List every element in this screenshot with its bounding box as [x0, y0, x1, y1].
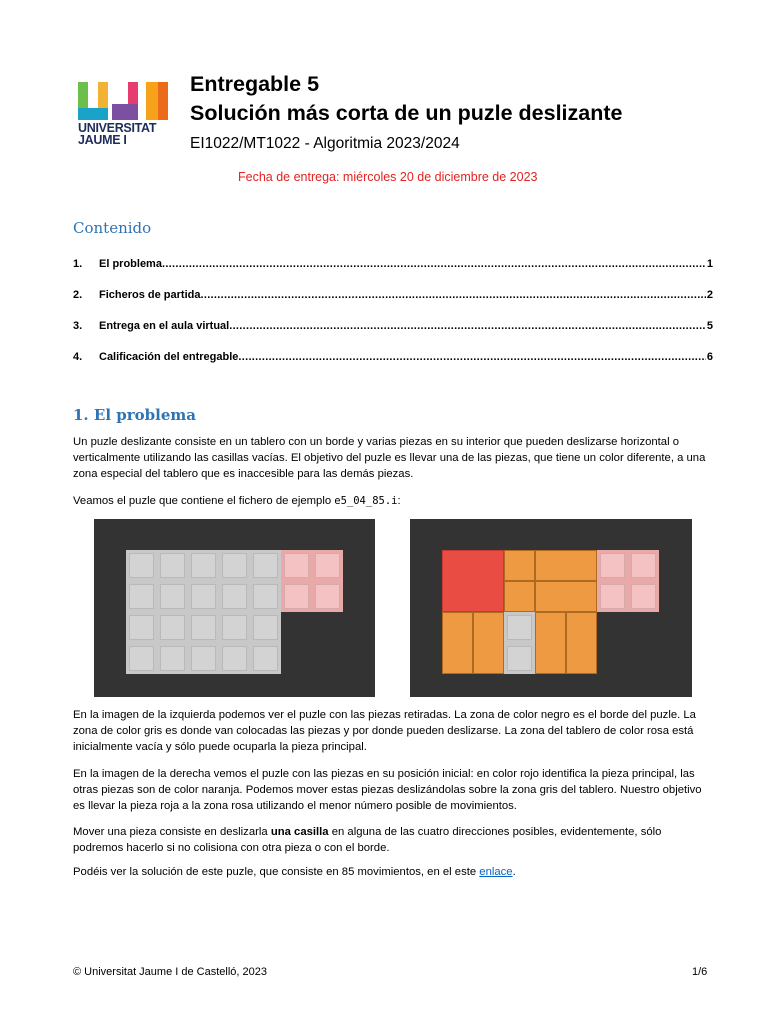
gray-cell — [507, 646, 532, 671]
orange-piece — [535, 581, 597, 612]
pink-cell — [600, 584, 625, 609]
toc-item-number: 1. — [73, 258, 83, 270]
orange-piece — [442, 612, 473, 674]
puzzle-initial-board — [410, 519, 692, 697]
doc-subtitle: EI1022/MT1022 - Algoritmia 2023/2024 — [190, 135, 460, 152]
toc-item-label: Ficheros de partida — [99, 289, 201, 301]
gray-cell — [129, 615, 154, 640]
toc-leader — [238, 350, 706, 364]
paragraph-move — [73, 824, 714, 856]
toc-leader — [200, 288, 705, 302]
paragraph-example — [73, 493, 714, 509]
logo-text — [78, 122, 156, 146]
paragraph-text: Mover una pieza consiste en deslizarla — [73, 826, 271, 838]
deadline-text: Fecha de entrega: miércoles 20 de diciembre de 2023 — [238, 170, 538, 184]
logo-line2: JAUME I — [78, 133, 127, 147]
uji-logo-icon — [78, 82, 170, 120]
gray-cell — [191, 584, 216, 609]
university-logo — [78, 82, 170, 152]
gray-cell — [191, 646, 216, 671]
paragraph-left-image: En la imagen de la izquierda podemos ver el puzle con las piezas retiradas. La zona de color negro es el borde del puzle. La zona de color gris es donde van colocadas las piezas y por donde pueden deslizarse. La zona del tablero de color rosa está inicialmente vacía y sólo puede ocuparla la pieza principal. — [73, 709, 696, 753]
orange-piece — [535, 550, 597, 581]
toc-leader — [162, 257, 706, 271]
solution-link[interactable]: enlace — [479, 866, 513, 878]
main-piece — [442, 550, 504, 612]
doc-title-line1: Entregable 5 — [190, 72, 320, 96]
toc-item-number: 3. — [73, 320, 83, 332]
gray-cell — [160, 615, 185, 640]
paragraph-text: : — [397, 495, 401, 507]
gray-cell — [160, 553, 185, 578]
puzzle-empty-board — [94, 519, 375, 697]
paragraph-intro: Un puzle deslizante consiste en un tablero con un borde y varias piezas en su interior que pueden deslizarse horizontal o verticalmente utilizando las casillas vacías. El objetivo del puzle es llevar una de las piezas, que tiene un color diferente, a una zona especial del tablero que es inaccesible para las demás piezas. — [73, 436, 706, 480]
paragraph-solution — [73, 864, 714, 880]
gray-cell — [129, 646, 154, 671]
orange-piece — [566, 612, 597, 674]
orange-piece — [473, 612, 504, 674]
toc-item-number: 4. — [73, 351, 83, 363]
gray-cell — [129, 584, 154, 609]
orange-piece — [504, 550, 535, 581]
gray-cell — [191, 615, 216, 640]
toc-item-label: Entrega en el aula virtual — [99, 320, 230, 332]
doc-title-line2: Solución más corta de un puzle deslizante — [190, 101, 623, 125]
toc-item-label: El problema — [99, 258, 162, 270]
toc-item-page: 6 — [706, 351, 713, 363]
toc-item-label: Calificación del entregable — [99, 351, 239, 363]
gray-cell — [191, 553, 216, 578]
pink-cell — [631, 584, 656, 609]
logo-line1: UNIVERSITAT — [78, 121, 157, 135]
pink-cell — [315, 584, 340, 609]
gray-cell — [160, 584, 185, 609]
paragraph-text: Podéis ver la solución de este puzle, que consiste en 85 movimientos, en el este — [73, 866, 480, 878]
toc-heading: Contenido — [73, 219, 152, 237]
gray-cell — [222, 646, 247, 671]
gray-cell — [222, 553, 247, 578]
toc-item-page: 2 — [706, 289, 713, 301]
toc-item-page: 5 — [706, 320, 713, 332]
footer-page-number: 1/6 — [692, 966, 708, 978]
filename-code: e5_04_85.i — [334, 495, 398, 507]
gray-cell — [507, 615, 532, 640]
pink-cell — [631, 553, 656, 578]
paragraph-text: . — [512, 866, 516, 878]
gray-cell — [253, 584, 278, 609]
gray-cell — [160, 646, 185, 671]
gray-cell — [222, 615, 247, 640]
paragraph-text: en alguna de las cuatro direcciones posibles, evidentemente, sólo podremos hacerlo si no colisiona con otra pieza o con el borde. — [73, 826, 662, 854]
toc-item-page: 1 — [706, 258, 713, 270]
gray-cell — [222, 584, 247, 609]
bold-text: una casilla — [270, 826, 329, 838]
toc-item-entrega[interactable] — [73, 319, 713, 333]
gray-cell — [253, 646, 278, 671]
orange-piece — [535, 612, 566, 674]
pink-cell — [315, 553, 340, 578]
footer-copyright: © Universitat Jaume I de Castelló, 2023 — [73, 966, 267, 978]
gray-cell — [253, 553, 278, 578]
toc-leader — [229, 319, 706, 333]
section-heading: 1. El problema — [73, 406, 196, 424]
toc-item-ficheros[interactable] — [73, 288, 713, 302]
toc-item-calificacion[interactable] — [73, 350, 713, 364]
toc-item-number: 2. — [73, 289, 83, 301]
orange-piece — [504, 581, 535, 612]
pink-cell — [284, 584, 309, 609]
toc-item-problema[interactable] — [73, 257, 713, 271]
gray-cell — [253, 615, 278, 640]
pink-cell — [284, 553, 309, 578]
gray-cell — [129, 553, 154, 578]
paragraph-text: Veamos el puzle que contiene el fichero de ejemplo — [73, 495, 335, 507]
pink-cell — [600, 553, 625, 578]
paragraph-right-image: En la imagen de la derecha vemos el puzle con las piezas en su posición inicial: en color rojo identifica la pieza principal, las otras piezas son de color naranja. Podemos mover estas piezas deslizándolas sobre la zona gris del tablero. Nuestro objetivo es llevar la pieza roja a la zona rosa utilizando el menor número posible de movimientos. — [73, 768, 702, 812]
